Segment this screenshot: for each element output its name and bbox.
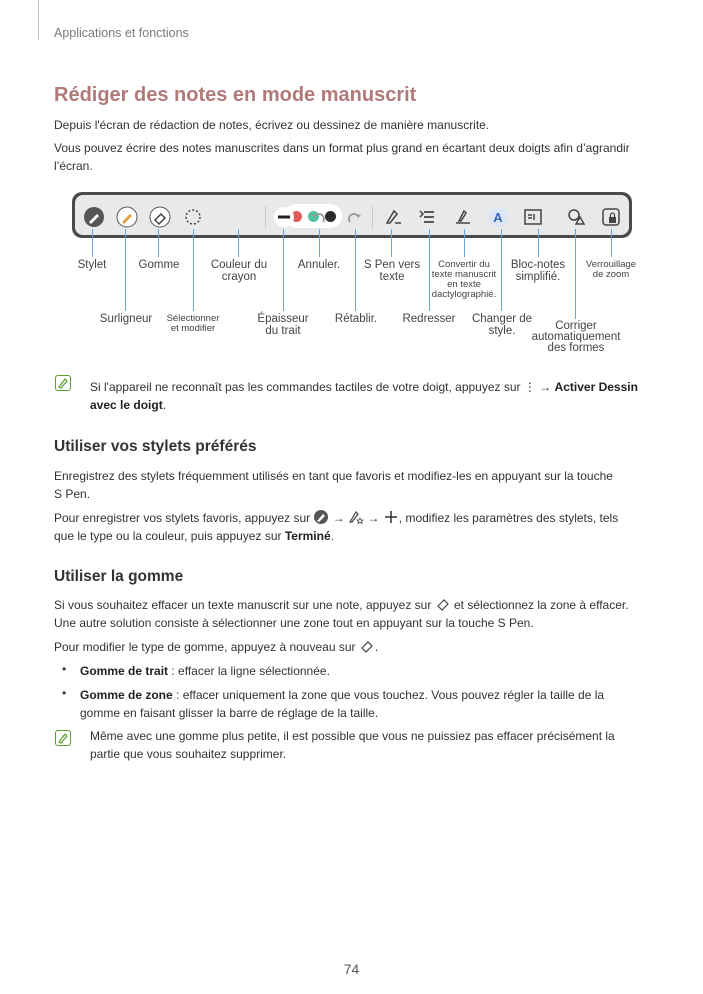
label-changer: Changer de style. [471, 313, 533, 337]
label-stylet: Stylet [77, 259, 107, 271]
page-title: Rédiger des notes en mode manuscrit [54, 84, 417, 106]
bullet-stroke-eraser: Gomme de trait : effacer la ligne sélectionnée. [80, 664, 330, 678]
plus-icon [383, 510, 399, 524]
intro-line-1: Depuis l'écran de rédaction de notes, écrivez ou dessinez de manière manuscrite. [54, 118, 490, 132]
favorites-paragraph-1: Enregistrez des stylets fréquemment utilisés en tant que favoris et modifiez-les en appuyant sur la touche S Pen. [54, 469, 613, 501]
label-epaisseur: Épaisseur du trait [257, 313, 309, 337]
label-retablir: Rétablir. [334, 313, 378, 325]
pen-star-icon [348, 510, 364, 524]
note-finger-drawing: Si l'appareil ne reconnaît pas les commandes tactiles de votre doigt, appuyez sur ⋮ → Activer Dessin avec le doigt. [90, 380, 638, 412]
straighten-icon [417, 206, 439, 228]
more-options-icon: ⋮ [523, 380, 536, 394]
pen-icon [313, 510, 329, 524]
section-title-favorites: Utiliser vos stylets préférés [54, 438, 257, 455]
callout-line-selectionner [193, 229, 194, 311]
simplified-notes-icon [522, 206, 544, 228]
label-verrouillage: Verrouillage de zoom [585, 259, 637, 280]
label-couleur: Couleur du crayon [210, 259, 268, 283]
callout-line-stylet [92, 229, 93, 257]
eraser-icon [359, 639, 375, 653]
bullet-dot: • [62, 662, 67, 676]
margin-rule [38, 0, 39, 40]
label-selectionner: Sélectionner et modifier [166, 313, 220, 334]
bullet-area-eraser: Gomme de zone : effacer uniquement la zone que vous touchez. Vous pouvez régler la taille de la gomme en faisant glisser la barre de réglage de la taille. [80, 688, 605, 720]
callout-line-spen [391, 229, 392, 257]
callout-line-surligneur [125, 229, 126, 311]
convert-handwriting-icon [452, 206, 474, 228]
note-toolbar [72, 192, 632, 238]
lasso-select-icon [182, 206, 204, 228]
label-annuler: Annuler. [297, 259, 341, 271]
svg-text:A: A [493, 210, 503, 225]
highlighter-icon [116, 206, 138, 228]
label-surligneur: Surligneur [99, 313, 153, 325]
page-number: 74 [343, 961, 360, 977]
label-convertir: Convertir du texte manuscrit en texte dactylographié. [431, 259, 497, 300]
toolbar-divider [265, 206, 266, 228]
spen-to-text-icon [382, 206, 404, 228]
callout-line-bloc [538, 229, 539, 257]
label-spen: S Pen vers texte [363, 259, 421, 283]
eraser-icon [435, 597, 451, 611]
redo-icon [343, 206, 365, 228]
note-icon [55, 730, 71, 746]
eraser-paragraph-2: Pour modifier le type de gomme, appuyez à nouveau sur . [54, 640, 379, 654]
zoom-lock-icon [600, 206, 622, 228]
callout-line-verrouillage [611, 229, 612, 257]
callout-line-corriger [575, 229, 576, 319]
toolbar-divider [372, 206, 373, 228]
undo-icon [308, 206, 330, 228]
note-small-eraser: Même avec une gomme plus petite, il est possible que vous ne puissiez pas effacer précisément la partie que vous souhaitez supprimer. [90, 729, 615, 761]
intro-line-2: Vous pouvez écrire des notes manuscrites dans un format plus grand en écartant deux doigts afin d’agrandir [54, 141, 630, 155]
callout-line-gomme [158, 229, 159, 257]
stroke-width-icon [273, 206, 295, 228]
eraser-paragraph-1: Si vous souhaitez effacer un texte manuscrit sur une note, appuyez sur et sélectionnez la zone à effacer. Une autre solution consiste à sélectionner une zone tout en appuyant sur la touche S Pen. [54, 598, 629, 630]
callout-line-couleur [238, 229, 239, 257]
intro-line-3: l’écran. [54, 159, 93, 173]
callout-line-retablir [355, 229, 356, 311]
section-header: Applications et fonctions [54, 26, 189, 40]
change-style-icon [487, 206, 509, 228]
callout-line-epaisseur [283, 229, 284, 311]
favorites-paragraph-2: Pour enregistrer vos stylets favoris, appuyez sur → → , modifiez les paramètres des stylets, tels que le type ou la couleur, puis appuyez sur Terminé. [54, 511, 619, 543]
label-bloc: Bloc-notes simplifié. [510, 259, 566, 283]
note-icon [55, 375, 71, 391]
shape-correct-icon [565, 206, 587, 228]
label-corriger: Corriger automatiquement des formes [531, 320, 621, 354]
eraser-icon [149, 206, 171, 228]
label-gomme: Gomme [138, 259, 180, 271]
bullet-dot: • [62, 686, 67, 700]
section-title-eraser: Utiliser la gomme [54, 568, 184, 585]
callout-line-annuler [319, 229, 320, 257]
label-redresser: Redresser [402, 313, 456, 325]
callout-line-convertir [464, 229, 465, 257]
pen-icon [83, 206, 105, 228]
